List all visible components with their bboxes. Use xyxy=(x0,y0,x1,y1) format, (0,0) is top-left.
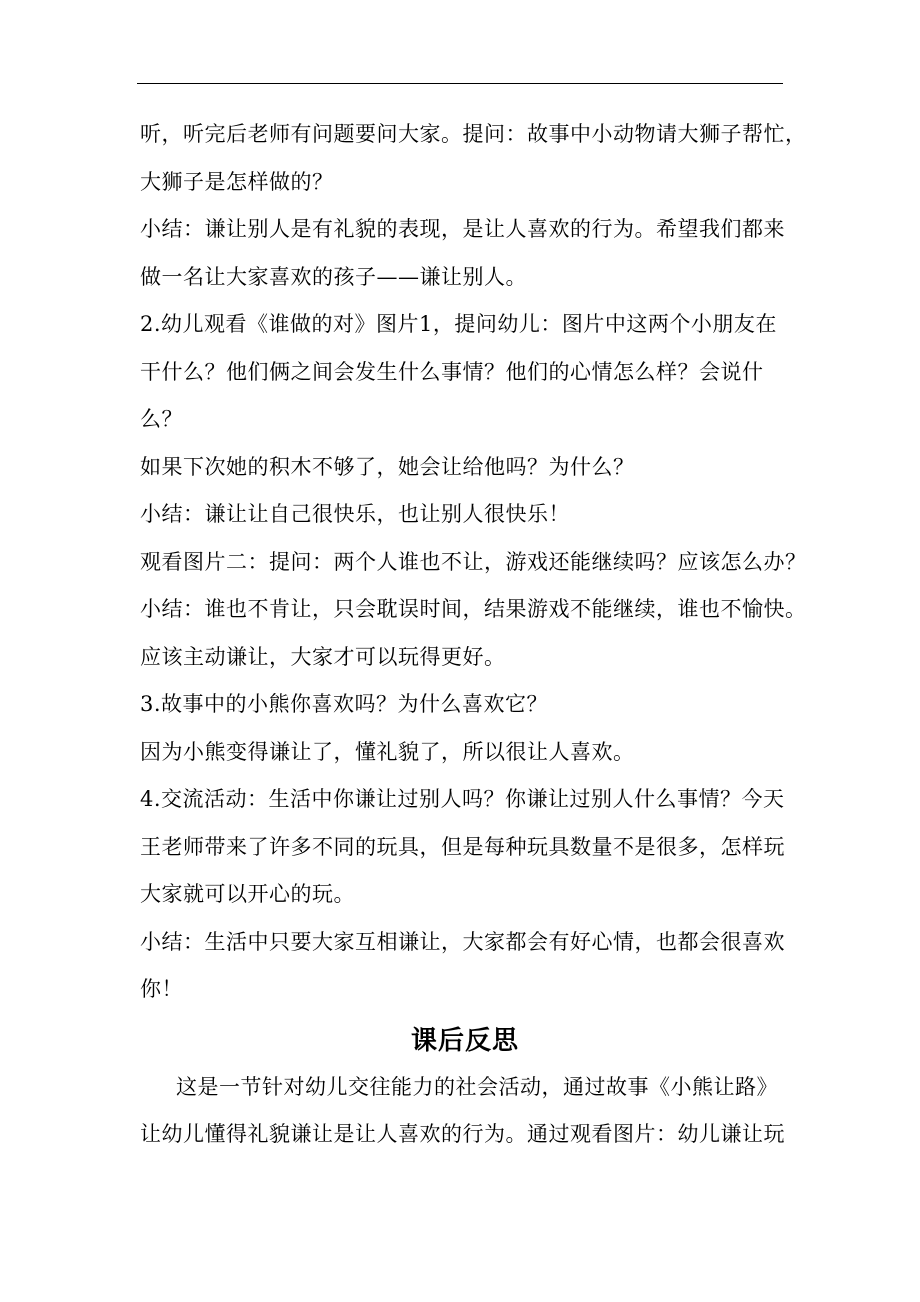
body-line: 3.故事中的小熊你喜欢吗？为什么喜欢它？ xyxy=(140,692,549,716)
body-line: 么？ xyxy=(140,407,183,431)
body-line: 因为小熊变得谦让了，懂礼貌了，所以很让人喜欢。 xyxy=(140,739,635,764)
reflection-line: 让幼儿懂得礼貌谦让是让人喜欢的行为。通过观看图片：幼儿谦让玩 xyxy=(140,1122,785,1146)
body-line: 听，听完后老师有问题要问大家。提问：故事中小动物请大狮子帮忙， xyxy=(140,122,807,146)
body-line: 4.交流活动：生活中你谦让过别人吗？你谦让过别人什么事情？今天 xyxy=(140,787,785,811)
body-line: 观看图片二：提问：两个人谁也不让，游戏还能继续吗？应该怎么办？ xyxy=(140,549,807,574)
body-line: 2.幼儿观看《谁做的对》图片1，提问幼儿：图片中这两个小朋友在 xyxy=(140,312,777,336)
body-line: 小结：谦让别人是有礼貌的表现，是让人喜欢的行为。希望我们都来 xyxy=(140,217,785,241)
body-line: 小结：谁也不肯让，只会耽误时间，结果游戏不能继续，谁也不愉快。 xyxy=(140,597,807,621)
section-title: 课后反思 xyxy=(410,1025,519,1056)
body-line: 小结：谦让让自己很快乐，也让别人很快乐！ xyxy=(140,502,570,526)
body-line: 大家就可以开心的玩。 xyxy=(140,882,355,906)
body-line: 做一名让大家喜欢的孩子——谦让别人。 xyxy=(140,264,527,289)
document-body xyxy=(140,111,807,1159)
header-rule xyxy=(137,83,783,84)
body-line: 干什么？他们俩之间会发生什么事情？他们的心情怎么样？会说什 xyxy=(140,359,764,384)
body-line: 王老师带来了许多不同的玩具，但是每种玩具数量不是很多，怎样玩 xyxy=(140,834,785,859)
body-line: 你！ xyxy=(140,977,183,1001)
reflection-line: 这是一节针对幼儿交往能力的社会活动，通过故事《小熊让路》 xyxy=(176,1074,778,1099)
body-line: 应该主动谦让，大家才可以玩得更好。 xyxy=(140,644,506,669)
body-line: 大狮子是怎样做的？ xyxy=(140,169,334,194)
body-line: 小结：生活中只要大家互相谦让，大家都会有好心情，也都会很喜欢 xyxy=(140,929,785,954)
body-line: 如果下次她的积木不够了，她会让给他吗？为什么？ xyxy=(140,454,635,479)
